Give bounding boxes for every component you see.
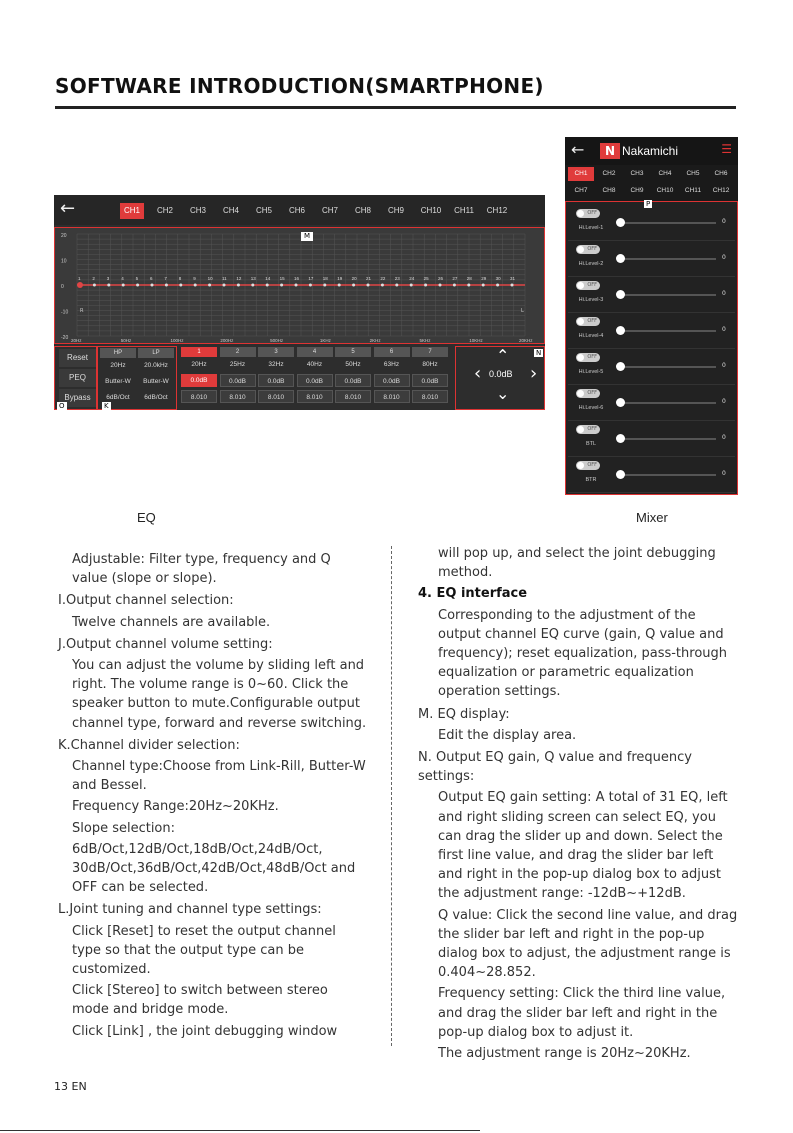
- body-text: Adjustable: Filter type, frequency and Q value (slope or slope).: [72, 552, 331, 587]
- left-mark: R: [80, 308, 84, 314]
- body-text: Channel type:Choose from Link-Rill, Butter-W and Bessel.: [72, 759, 366, 794]
- slider-knob[interactable]: [616, 398, 625, 407]
- band-freq[interactable]: 32Hz: [268, 361, 284, 368]
- band-number: 9: [193, 276, 196, 281]
- band-point[interactable]: [381, 284, 384, 287]
- tab-ch11[interactable]: CH11: [454, 206, 474, 215]
- band-number: 16: [294, 276, 300, 281]
- band-point[interactable]: [338, 284, 341, 287]
- tab-ch5[interactable]: CH5: [686, 170, 700, 177]
- band-q[interactable]: 8.010: [258, 390, 294, 403]
- band-q[interactable]: 8.010: [220, 390, 256, 403]
- band-number-head: 4: [297, 347, 333, 357]
- band-point[interactable]: [511, 284, 514, 287]
- tag-o: O: [59, 402, 65, 410]
- band-point[interactable]: [122, 284, 125, 287]
- hp-type[interactable]: Butter-W: [105, 378, 131, 385]
- band-number: 3: [106, 276, 110, 281]
- x-tick-label: 20Hz: [71, 338, 82, 343]
- back-arrow-icon[interactable]: ←: [60, 198, 76, 219]
- body-text: will pop up, and select the joint debugging method.: [438, 546, 716, 581]
- tab-ch6[interactable]: CH6: [288, 206, 305, 215]
- body-text: Edit the display area.: [438, 727, 577, 743]
- band-q[interactable]: 8.010: [335, 390, 371, 403]
- row-value: 0: [722, 470, 726, 477]
- hp-slope[interactable]: 6dB/Oct: [106, 394, 130, 401]
- band-number: 27: [452, 276, 458, 281]
- mixer-panel: [565, 201, 738, 495]
- band-q[interactable]: 8.010: [374, 390, 410, 403]
- chevron-up-icon[interactable]: ⌃: [496, 346, 510, 365]
- band-freq[interactable]: 50Hz: [345, 361, 361, 368]
- band-q[interactable]: 8.010: [412, 390, 448, 403]
- band-point[interactable]: [208, 284, 211, 287]
- band-freq[interactable]: 63Hz: [383, 361, 400, 368]
- page-title: SOFTWARE INTRODUCTION(SMARTPHONE): [55, 74, 544, 98]
- y-tick-label: -10: [61, 309, 69, 316]
- band-number: 6: [150, 276, 153, 281]
- mute-toggle[interactable]: OFF: [576, 353, 600, 362]
- body-text: Frequency Range:20Hz~20KHz.: [72, 799, 279, 815]
- marker-m: M: [301, 232, 313, 241]
- band-number: 19: [337, 276, 343, 281]
- band-number: 4: [121, 276, 124, 281]
- band-point[interactable]: [165, 284, 168, 287]
- tab-ch2[interactable]: CH2: [156, 206, 173, 215]
- crossover-box: [97, 346, 177, 410]
- tab-ch7[interactable]: CH7: [321, 206, 338, 215]
- row-value: 0: [722, 362, 726, 369]
- band-number: 12: [236, 276, 242, 281]
- slider-knob[interactable]: [616, 434, 625, 443]
- band-number: 29: [481, 276, 487, 281]
- mute-toggle[interactable]: OFF: [576, 425, 600, 434]
- chevron-right-icon[interactable]: ›: [530, 363, 538, 384]
- row-label: Hi.Level-1: [578, 225, 604, 231]
- band-q[interactable]: 8.010: [297, 390, 333, 403]
- tab-ch4[interactable]: CH4: [222, 206, 239, 215]
- mixer-top-bar: [565, 137, 738, 165]
- band-number-head: 7: [412, 347, 448, 357]
- lp-freq[interactable]: 20.0kHz: [144, 362, 168, 369]
- brand-name: Nakamichi: [622, 144, 679, 158]
- tag-k: K: [104, 402, 109, 410]
- body-text: Frequency setting: Click the third line value, and drag the slider bar left and right in the pop-up dialog box to adjust it.: [438, 986, 726, 1040]
- band-point[interactable]: [295, 284, 298, 287]
- column-divider: [391, 546, 392, 1046]
- band-number-head: 3: [258, 347, 294, 357]
- left-column: [58, 548, 368, 1041]
- band-number: 14: [265, 276, 271, 281]
- band-point[interactable]: [136, 284, 139, 287]
- hp-head: HP: [100, 348, 136, 358]
- body-text: Slope selection:: [72, 820, 176, 836]
- band-point[interactable]: [280, 284, 283, 287]
- band-point[interactable]: [439, 284, 442, 287]
- slider-track[interactable]: [620, 294, 716, 296]
- band-point[interactable]: [251, 284, 254, 287]
- row-value: 0: [722, 398, 726, 405]
- mixer-row: [568, 349, 735, 385]
- row-label: Hi.Level-5: [578, 369, 604, 375]
- eq-caption: EQ: [137, 510, 156, 525]
- band-number: 20: [351, 276, 357, 281]
- band-number: 7: [164, 276, 167, 281]
- band-number: 17: [308, 276, 314, 281]
- tag-n: N: [536, 349, 542, 357]
- band-number-head: 1: [181, 347, 217, 357]
- eq-graph-svg: [55, 228, 546, 345]
- x-tick-label: 500Hz: [270, 338, 284, 343]
- right-column: [418, 542, 738, 1063]
- wifi-icon: ☰: [721, 142, 732, 156]
- tab-ch8[interactable]: CH8: [354, 206, 371, 215]
- lp-slope[interactable]: 6dB/Oct: [144, 394, 168, 401]
- row-value: 0: [722, 290, 726, 297]
- y-tick-label: -20: [61, 335, 69, 341]
- band-gain[interactable]: 0.0dB: [374, 374, 410, 387]
- band-number: 28: [466, 276, 472, 281]
- band-gain[interactable]: 0.0dB: [258, 374, 294, 387]
- peq-button[interactable]: PEQ: [59, 369, 96, 387]
- band-point[interactable]: [367, 284, 370, 287]
- mixer-row: [568, 421, 735, 457]
- x-tick-label: 200Hz: [220, 338, 234, 343]
- band-number: 22: [380, 276, 386, 281]
- x-tick-label: 50Hz: [120, 338, 132, 343]
- eq-band-table: [179, 346, 459, 410]
- band-point[interactable]: [424, 284, 427, 287]
- band-gain[interactable]: 0.0dB: [220, 374, 256, 387]
- band-point[interactable]: [223, 284, 226, 287]
- body-text: Corresponding to the adjustment of the output channel EQ curve (gain, Q value and frequency); reset equalization, pass-through equalization or parametric equalization operation settings.: [438, 607, 728, 700]
- body-text: You can adjust the volume by sliding left and right. The volume range is 0~60. Click the speaker button to mute.Configurable output channel type, forward and reverse switching.: [72, 658, 367, 731]
- mute-toggle[interactable]: OFF: [576, 245, 600, 254]
- row-value: 0: [722, 434, 726, 441]
- band-number: 21: [366, 276, 372, 281]
- mixer-channel-tabs: [567, 167, 736, 199]
- slider-track[interactable]: [620, 438, 716, 440]
- row-label: Hi.Level-3: [578, 297, 604, 303]
- band-number: 15: [279, 276, 285, 281]
- mixer-row: [568, 313, 735, 349]
- band-freq[interactable]: 80Hz: [422, 361, 438, 368]
- tab-ch10[interactable]: CH10: [656, 187, 674, 194]
- slider-knob[interactable]: [616, 254, 625, 263]
- mixer-screenshot: [565, 137, 738, 495]
- tab-ch8[interactable]: CH8: [602, 187, 616, 194]
- eq-screenshot: [54, 195, 545, 410]
- list-heading: J.Output channel volume setting:: [58, 636, 273, 652]
- mixer-row: [568, 277, 735, 313]
- body-text: The adjustment range is 20Hz~20KHz.: [438, 1046, 691, 1062]
- band-point[interactable]: [410, 284, 413, 287]
- band-point[interactable]: [179, 284, 182, 287]
- band-point[interactable]: [453, 284, 456, 287]
- tab-ch9[interactable]: CH9: [387, 206, 404, 215]
- mixer-row: [568, 457, 735, 493]
- row-label: Hi.Level-2: [578, 261, 604, 267]
- band-point[interactable]: [266, 284, 269, 287]
- band-number-head: 6: [374, 347, 410, 357]
- gain-value: 0.0dB: [489, 369, 513, 379]
- band-q[interactable]: 8.010: [181, 390, 217, 403]
- y-tick-label: 10: [61, 258, 67, 265]
- slider-knob[interactable]: [616, 362, 625, 371]
- mixer-row: [568, 241, 735, 277]
- band-point[interactable]: [77, 282, 83, 288]
- band-number: 18: [322, 276, 328, 281]
- row-value: 0: [722, 326, 726, 333]
- chevron-left-icon[interactable]: ‹: [474, 363, 482, 384]
- row-label: Hi.Level-4: [578, 333, 604, 339]
- lp-head: LP: [138, 348, 174, 358]
- eq-controls: [54, 346, 545, 410]
- x-tick-label: 100Hz: [170, 338, 184, 343]
- tab-ch10[interactable]: CH10: [420, 206, 442, 215]
- tab-ch2[interactable]: CH2: [602, 170, 616, 177]
- y-tick-label: 0: [61, 284, 64, 290]
- band-gain[interactable]: 0.0dB: [335, 374, 371, 387]
- slider-knob[interactable]: [616, 218, 625, 227]
- x-tick-label: 1KHz: [319, 338, 331, 343]
- band-point[interactable]: [482, 284, 485, 287]
- x-tick-label: 20KHz: [519, 338, 533, 343]
- band-point[interactable]: [309, 284, 312, 287]
- band-point[interactable]: [107, 284, 110, 287]
- slider-track[interactable]: [620, 474, 716, 476]
- body-text: Click [Link] , the joint debugging window: [72, 1023, 338, 1039]
- band-point[interactable]: [93, 284, 96, 287]
- band-gain[interactable]: 0.0dB: [181, 374, 217, 387]
- x-tick-label: 10KHz: [469, 338, 483, 343]
- mute-toggle[interactable]: OFF: [576, 209, 600, 218]
- body-text: Click [Stereo] to switch between stereo mode and bridge mode.: [72, 983, 328, 1018]
- band-freq[interactable]: 25Hz: [229, 361, 246, 368]
- side-buttons: [54, 346, 97, 410]
- band-number: 1: [78, 276, 81, 281]
- list-heading: N. Output EQ gain, Q value and frequency settings:: [418, 750, 692, 785]
- title-rule: [55, 106, 736, 109]
- tab-ch3[interactable]: CH3: [630, 170, 644, 177]
- body-text: Twelve channels are available.: [72, 614, 271, 630]
- x-tick-label: 2KHz: [369, 338, 381, 343]
- row-value: 0: [722, 218, 726, 225]
- band-gain[interactable]: 0.0dB: [412, 374, 448, 387]
- band-number: 23: [394, 276, 400, 281]
- row-label: BTR: [585, 477, 597, 483]
- mute-toggle[interactable]: OFF: [576, 317, 600, 326]
- band-number-head: 2: [220, 347, 256, 357]
- band-point[interactable]: [352, 284, 355, 287]
- band-number: 26: [438, 276, 444, 281]
- y-tick-label: 20: [61, 233, 67, 239]
- slider-track[interactable]: [620, 330, 716, 332]
- band-point[interactable]: [496, 284, 499, 287]
- hp-freq[interactable]: 20Hz: [110, 362, 126, 369]
- brand-logo-mark: N: [600, 143, 620, 159]
- band-number: 31: [510, 276, 516, 281]
- list-heading: M. EQ display:: [418, 706, 510, 722]
- mute-toggle[interactable]: OFF: [576, 461, 600, 470]
- list-heading: L.Joint tuning and channel type settings:: [58, 902, 322, 918]
- band-point[interactable]: [323, 284, 326, 287]
- mute-toggle[interactable]: OFF: [576, 281, 600, 290]
- tab-ch12[interactable]: CH12: [712, 187, 730, 194]
- body-text: Output EQ gain setting: A total of 31 EQ, left and right sliding screen can select EQ, you can drag the slider up and down. Select the first line value, and drag the slider bar left and right in the pop-up dialog box to adjust the adjustment range: -12dB~+12dB.: [438, 790, 728, 902]
- row-label: BTL: [585, 441, 597, 447]
- right-mark: L: [521, 308, 524, 314]
- slider-track[interactable]: [620, 402, 716, 404]
- row-value: 0: [722, 254, 726, 261]
- band-point[interactable]: [395, 284, 398, 287]
- eq-nav-box: [455, 346, 545, 410]
- chevron-down-icon[interactable]: ⌄: [496, 384, 510, 403]
- body-text: Q value: Click the second line value, and drag the slider bar left and right in the pop-up dialog box to adjust, the adjustment range is 0.404~28.852.: [438, 907, 738, 981]
- page-number: 13 EN: [54, 1080, 87, 1093]
- list-heading: K.Channel divider selection:: [58, 737, 240, 753]
- slider-track[interactable]: [620, 222, 716, 224]
- bottom-rule: [0, 1130, 480, 1131]
- band-point[interactable]: [467, 284, 470, 287]
- band-number-head: 5: [335, 347, 371, 357]
- back-arrow-icon[interactable]: ←: [571, 140, 585, 159]
- band-freq[interactable]: 20Hz: [191, 361, 207, 368]
- eq-top-bar: [54, 195, 545, 225]
- band-number: 2: [92, 276, 95, 281]
- band-number: 24: [409, 276, 415, 281]
- eq-graph[interactable]: [54, 227, 545, 344]
- mixer-row: [568, 385, 735, 421]
- mixer-caption: Mixer: [636, 510, 668, 525]
- slider-knob[interactable]: [616, 470, 625, 479]
- tab-ch1[interactable]: CH1: [568, 167, 594, 181]
- tab-ch6[interactable]: CH6: [714, 170, 728, 177]
- tab-ch9[interactable]: CH9: [630, 187, 644, 194]
- body-text: 6dB/Oct,12dB/Oct,18dB/Oct,24dB/Oct, 30dB/Oct,36dB/Oct,42dB/Oct,48dB/Oct and OFF can be selected.: [72, 841, 356, 896]
- slider-track[interactable]: [620, 366, 716, 368]
- list-heading: I.Output channel selection:: [58, 593, 234, 609]
- band-gain[interactable]: 0.0dB: [297, 374, 333, 387]
- row-label: Hi.Level-6: [578, 405, 604, 411]
- band-number: 8: [178, 276, 182, 281]
- section-heading: 4. EQ interface: [418, 586, 528, 602]
- x-tick-label: 5KHz: [419, 338, 431, 343]
- band-point[interactable]: [237, 284, 240, 287]
- tab-ch1[interactable]: CH1: [120, 203, 144, 219]
- band-number: 13: [250, 276, 256, 281]
- band-freq[interactable]: 40Hz: [306, 361, 323, 368]
- tab-ch5[interactable]: CH5: [255, 206, 272, 215]
- tag-p: P: [646, 200, 651, 208]
- tab-ch11[interactable]: CH11: [684, 187, 702, 194]
- band-number: 11: [222, 276, 227, 281]
- band-number: 25: [423, 276, 429, 281]
- body-text: Click [Reset] to reset the output channel type so that the output type can be customized.: [72, 923, 336, 978]
- tab-ch7[interactable]: CH7: [574, 187, 588, 194]
- bypass-button[interactable]: Bypass: [59, 389, 96, 407]
- reset-button[interactable]: Reset: [59, 349, 96, 367]
- band-number: 30: [495, 276, 501, 281]
- mute-toggle[interactable]: OFF: [576, 389, 600, 398]
- brand-logo: [600, 143, 678, 159]
- tab-ch4[interactable]: CH4: [658, 170, 672, 177]
- mixer-row: [568, 205, 735, 241]
- lp-type[interactable]: Butter-W: [143, 378, 169, 385]
- band-number: 10: [207, 276, 213, 281]
- tab-ch12[interactable]: CH12: [486, 206, 508, 215]
- band-point[interactable]: [194, 284, 197, 287]
- slider-knob[interactable]: [616, 290, 625, 299]
- slider-knob[interactable]: [616, 326, 625, 335]
- tab-ch3[interactable]: CH3: [189, 206, 206, 215]
- band-number: 5: [135, 276, 139, 281]
- slider-track[interactable]: [620, 258, 716, 260]
- band-point[interactable]: [151, 284, 154, 287]
